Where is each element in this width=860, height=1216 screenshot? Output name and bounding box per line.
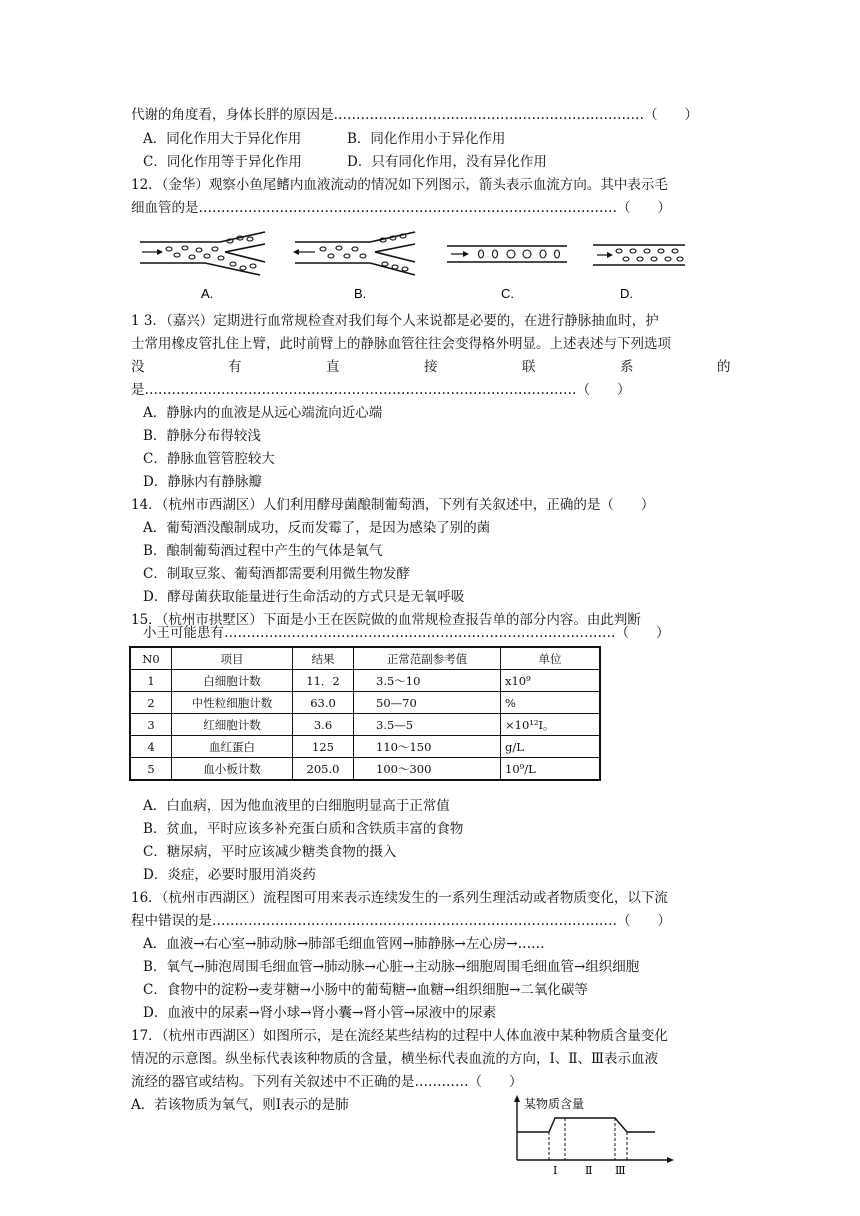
q17-option-a: A．若该物质为氧气，则Ⅰ表示的是肺 bbox=[131, 1097, 349, 1113]
table-header-cell: 单位 bbox=[501, 647, 601, 670]
q16-option-d: D．血液中的尿素→肾小球→肾小囊→肾小管→尿液中的尿素 bbox=[143, 1005, 497, 1021]
blood-test-report-table bbox=[129, 646, 601, 781]
table-cell: 110～150 bbox=[354, 736, 501, 758]
figure-label-d: D. bbox=[620, 286, 633, 301]
q13-stem-justified-word-5: 联 bbox=[522, 359, 536, 375]
q12-blood-vessel-figure bbox=[135, 230, 695, 305]
q13-option-a: A．静脉内的血液是从远心端流向近心端 bbox=[143, 405, 383, 421]
table-cell: 血红蛋白 bbox=[172, 736, 293, 758]
q13-stem-justified-word-7: 的 bbox=[717, 359, 731, 375]
table-cell: 50—70 bbox=[354, 692, 501, 714]
q15-option-b: B．贫血，平时应该多补充蛋白质和含铁质丰富的食物 bbox=[143, 821, 464, 837]
q12-stem-line1: 12．（金华）观察小鱼尾鳍内血液流动的情况如下列图示，箭头表示血流方向。其中表示毛 bbox=[131, 177, 668, 193]
table-cell: 10⁹/L bbox=[501, 758, 601, 781]
q13-stem-justified-word-2: 有 bbox=[228, 359, 242, 375]
q13-stem-justified-word-1: 没 bbox=[131, 359, 145, 375]
q15-option-d: D．炎症，必要时服用消炎药 bbox=[143, 867, 316, 883]
table-cell: 100～300 bbox=[354, 758, 501, 781]
q17-stem-line3: 流经的器官或结构。下列有关叙述中不正确的是…………（ ） bbox=[131, 1074, 523, 1090]
graph-x-tick-2: Ⅱ bbox=[585, 1164, 593, 1177]
table-cell: 3.5～10 bbox=[354, 670, 501, 692]
vessel-a bbox=[140, 232, 265, 301]
q14-option-b: B．酿制葡萄酒过程中产生的气体是氧气 bbox=[143, 543, 383, 559]
q13-option-d: D．静脉内有静脉瓣 bbox=[143, 474, 262, 490]
table-cell: 4 bbox=[130, 736, 172, 758]
q13-stem-line2: 士常用橡皮管扎住上臂，此时前臂上的静脉血管往往会变得格外明显。上述表述与下列选项 bbox=[131, 336, 671, 352]
q13-stem-justified-word-4: 接 bbox=[424, 359, 438, 375]
figure-label-c: C. bbox=[501, 286, 514, 301]
table-row bbox=[130, 736, 600, 758]
table-cell: 白细胞计数 bbox=[172, 670, 293, 692]
q17-substance-content-graph bbox=[505, 1094, 685, 1178]
q16-option-b: B．氧气→肺泡周围毛细血管→肺动脉→心脏→主动脉→细胞周围毛细血管→组织细胞 bbox=[143, 959, 640, 975]
q11-option-c: C．同化作用等于异化作用 bbox=[143, 154, 302, 170]
q14-option-c: C．制取豆浆、葡萄酒都需要利用微生物发酵 bbox=[143, 566, 410, 582]
table-cell: g/L bbox=[501, 736, 601, 758]
q16-option-c: C．食物中的淀粉→麦芽糖→小肠中的葡萄糖→血糖→组织细胞→二氧化碳等 bbox=[143, 982, 588, 998]
q14-stem: 14．（杭州市西湖区）人们利用酵母菌酿制葡萄酒，下列有关叙述中，正确的是（ ） bbox=[131, 497, 655, 513]
q14-option-a: A．葡萄酒没酿制成功，反而发霉了，是因为感染了别的菌 bbox=[143, 520, 491, 536]
q14-option-d: D．酵母菌获取能量进行生命活动的方式只是无氧呼吸 bbox=[143, 589, 465, 605]
graph-x-tick-1: Ⅰ bbox=[553, 1164, 558, 1177]
table-header-cell: 项目 bbox=[172, 647, 293, 670]
q17-stem-line1: 17．（杭州市西湖区）如图所示，是在流经某些结构的过程中人体血液中某种物质含量变化 bbox=[131, 1028, 668, 1044]
table-header-cell: 结果 bbox=[293, 647, 354, 670]
figure-label-b: B. bbox=[354, 286, 367, 301]
table-cell: 205.0 bbox=[293, 758, 354, 781]
q13-stem-line4: 是……………………………………………………………………………………（ ） bbox=[131, 382, 631, 398]
table-cell: 血小板计数 bbox=[172, 758, 293, 781]
q15-stem-line2: 小王可能患有……………………………………………………………………………（ ） bbox=[143, 625, 670, 641]
q13-stem-line1: 1 3．（嘉兴）定期进行血常规检查对我们每个人来说都是必要的，在进行静脉抽血时，护 bbox=[131, 313, 659, 329]
table-header-cell: N0 bbox=[130, 647, 172, 670]
table-cell: ×10¹²I。 bbox=[501, 714, 601, 736]
q13-option-c: C．静脉血管管腔较大 bbox=[143, 451, 275, 467]
q13-option-b: B．静脉分布得较浅 bbox=[143, 428, 261, 444]
q15-option-c: C．糖尿病，平时应该减少糖类食物的摄入 bbox=[143, 844, 397, 860]
vessel-c bbox=[447, 246, 567, 301]
table-cell: 125 bbox=[293, 736, 354, 758]
q11-option-a: A．同化作用大于异化作用 bbox=[143, 131, 302, 147]
table-cell: 63.0 bbox=[293, 692, 354, 714]
table-header-row bbox=[130, 647, 600, 670]
q11-option-d: D．只有同化作用，没有异化作用 bbox=[347, 154, 547, 170]
table-cell: 中性粒细胞计数 bbox=[172, 692, 293, 714]
q15-option-a: A．白血病，因为他血液里的白细胞明显高于正常值 bbox=[143, 798, 450, 814]
vessel-b bbox=[293, 232, 415, 301]
graph-x-tick-3: Ⅲ bbox=[615, 1164, 626, 1177]
q16-stem-line2: 程中错误的是………………………………………………………………………………（ ） bbox=[131, 913, 671, 929]
q11-option-b: B．同化作用小于异化作用 bbox=[347, 131, 506, 147]
table-cell: 11．2 bbox=[293, 670, 354, 692]
table-cell: 3 bbox=[130, 714, 172, 736]
graph-y-axis-label: 某物质含量 bbox=[524, 1097, 585, 1111]
table-row bbox=[130, 758, 600, 781]
q12-stem-line2: 细血管的是…………………………………………………………………………………（ ） bbox=[131, 200, 671, 216]
table-row bbox=[130, 670, 600, 692]
table-row bbox=[130, 714, 600, 736]
q11-stem-end: 代谢的角度看，身体长胖的原因是……………………………………………………………（ ） bbox=[131, 107, 698, 123]
table-cell: 3.6 bbox=[293, 714, 354, 736]
table-cell: 5 bbox=[130, 758, 172, 781]
table-header-cell: 正常范副参考值 bbox=[354, 647, 501, 670]
table-row bbox=[130, 692, 600, 714]
figure-label-a: A. bbox=[201, 286, 214, 301]
table-cell: x10⁹ bbox=[501, 670, 601, 692]
table-cell: 1 bbox=[130, 670, 172, 692]
q17-stem-line2: 情况的示意图。纵坐标代表该种物质的含量，横坐标代表血流的方向，Ⅰ、Ⅱ、Ⅲ表示血液 bbox=[131, 1051, 659, 1067]
table-cell: 红细胞计数 bbox=[172, 714, 293, 736]
q13-stem-justified-word-3: 直 bbox=[326, 359, 340, 375]
vessel-d bbox=[593, 245, 685, 301]
table-cell: % bbox=[501, 692, 601, 714]
table-cell: 2 bbox=[130, 692, 172, 714]
q15-stem-line1: 15．（杭州市拱墅区）下面是小王在医院做的血常规检查报告单的部分内容。由此判断 bbox=[131, 612, 641, 628]
q16-option-a: A．血液→右心室→肺动脉→肺部毛细血管网→肺静脉→左心房→…… bbox=[143, 936, 545, 952]
q13-stem-justified-word-6: 系 bbox=[620, 359, 634, 375]
table-cell: 3.5—5 bbox=[354, 714, 501, 736]
q16-stem-line1: 16．（杭州市西湖区）流程图可用来表示连续发生的一系列生理活动或者物质变化，以下流 bbox=[131, 890, 668, 906]
